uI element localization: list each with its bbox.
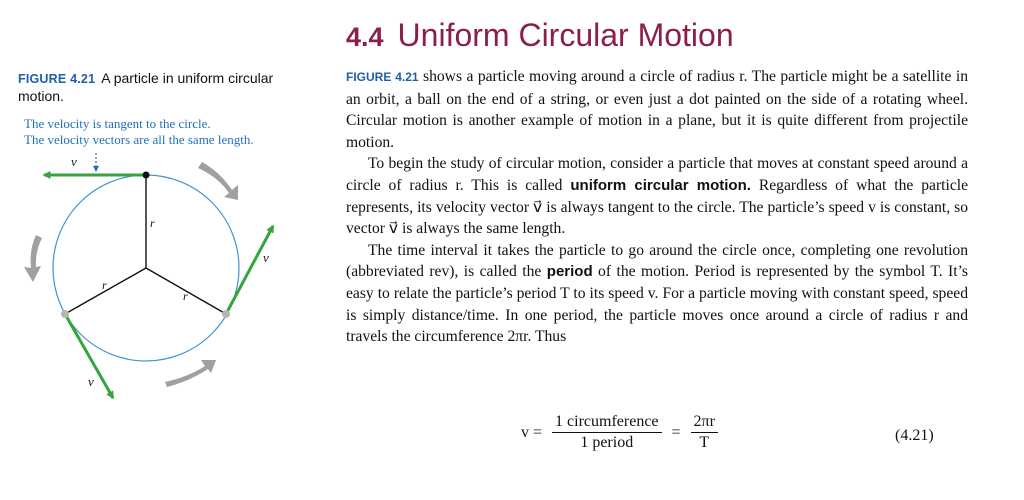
paragraph-3: [346, 240, 968, 348]
particle-left: [61, 310, 69, 318]
velocity-arrow-right: [226, 226, 273, 314]
figure-reference: FIGURE 4.21: [346, 70, 419, 84]
equation-fraction-1: [552, 412, 661, 453]
particle-right: [222, 310, 230, 318]
equation-4-21: [519, 412, 722, 453]
figure-notes: [24, 116, 304, 148]
velocity-label-top: v⃗: [71, 154, 87, 169]
radius-label-left: r: [102, 278, 107, 292]
equation-fraction-2: [691, 412, 718, 453]
fraction-2-numerator: 2πr: [691, 412, 718, 433]
rotation-arrow-bottom: [165, 360, 216, 387]
figure-label: FIGURE 4.21: [18, 72, 96, 86]
body-text: [346, 66, 968, 348]
radius-label-right: r: [183, 289, 188, 303]
rotation-arrow-left: [24, 235, 42, 282]
paragraph-1: [346, 66, 968, 153]
term-period: period: [546, 263, 593, 281]
term-uniform-circular-motion: uniform circular motion.: [570, 176, 751, 194]
paragraph-3-text-b: of the motion. Period is represented by the symbol T. It’s easy to relate the particle’s period T to its speed v. For a particle moving with constant speed, speed is simply distance/time. In one period, the particle moves once around a circle of radius r and travels the circumference 2πr. Thus: [346, 263, 968, 346]
rotation-arrow-right: [198, 162, 238, 200]
paragraph-2-text-a: To begin the study of circular motion, consider a particle that moves at constant speed around a circle of radius r. This is called: [346, 155, 968, 194]
circular-motion-diagram: [0, 150, 330, 410]
figure-caption-text: A particle in uniform circular motion.: [18, 70, 274, 104]
section-number: 4.4: [346, 22, 384, 52]
paragraph-3-text-a: The time interval it takes the particle to go around the circle once, completing one revolution (abbreviated rev), is called the: [346, 241, 968, 281]
paragraph-1-text: shows a particle moving around a circle of radius r. The particle might be a satellite in an orbit, a ball on the end of a string, or even just a dot painted on the side of a rotating wheel. Circular motion is another example of motion in a plane, but it is quite different from projectile motion.: [346, 68, 968, 151]
fraction-1-denominator: 1 period: [580, 434, 634, 451]
radius-label-top: r: [150, 216, 155, 230]
equation-equals: =: [671, 423, 681, 441]
velocity-label-left: v⃗: [88, 374, 104, 389]
section-heading: [346, 17, 734, 54]
equation-lhs: v =: [521, 423, 543, 441]
particle-top: [143, 172, 150, 179]
figure-note-same-length: The velocity vectors are all the same length.: [24, 132, 254, 147]
fraction-2-denominator: T: [699, 434, 710, 451]
fraction-1-numerator: 1 circumference: [552, 412, 661, 433]
figure-caption: [18, 70, 308, 105]
velocity-label-right: v⃗: [263, 250, 279, 265]
figure-note-tangent: The velocity is tangent to the circle.: [24, 116, 211, 131]
paragraph-2-text-b: Regardless of what the particle represents, its velocity vector v⃗ is always tangent to the circle. The particle’s speed v is constant, so vector v⃗ is always the same length.: [346, 176, 969, 238]
paragraph-2: [346, 153, 968, 239]
equation-number: (4.21): [895, 427, 934, 444]
section-title: Uniform Circular Motion: [397, 17, 734, 53]
